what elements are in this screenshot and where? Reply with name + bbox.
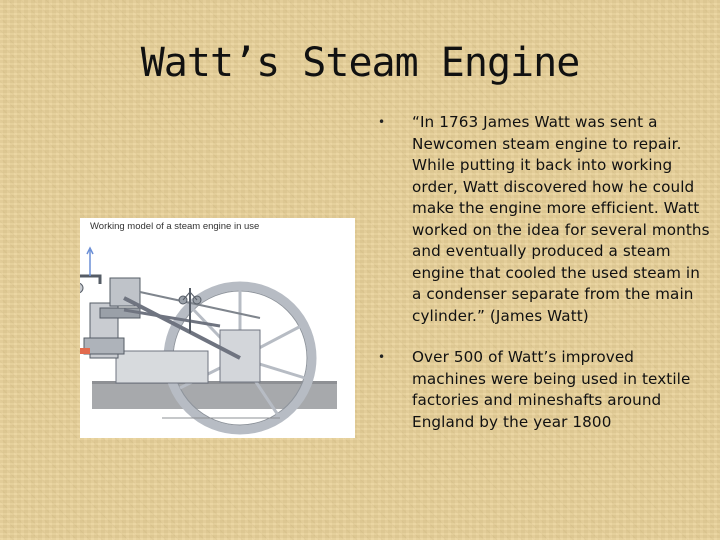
list-item [372,112,712,327]
figure-caption: Working model of a steam engine in use [90,221,260,232]
list-item [372,347,712,433]
slide-title: Watt’s Steam Engine [140,40,580,86]
steam-engine-figure [80,218,355,438]
bullet-text: “In 1763 James Watt was sent a Newcomen steam engine to repair. While putting it back into working order, Watt discovered how he could make the engine more efficient. Watt worked on the idea for several months and eventually produced a steam engine that cooled the used steam in a condenser separate from the main cylinder.” (James Watt) [412,113,710,325]
bullet-point: • [378,350,386,364]
bullet-point: • [378,115,386,129]
bullet-text: Over 500 of Watt’s improved machines were being used in textile factories and mineshafts around England by the year 1800 [412,348,691,431]
bullet-list [372,112,712,453]
steam-engine-diagram-icon [80,218,355,438]
